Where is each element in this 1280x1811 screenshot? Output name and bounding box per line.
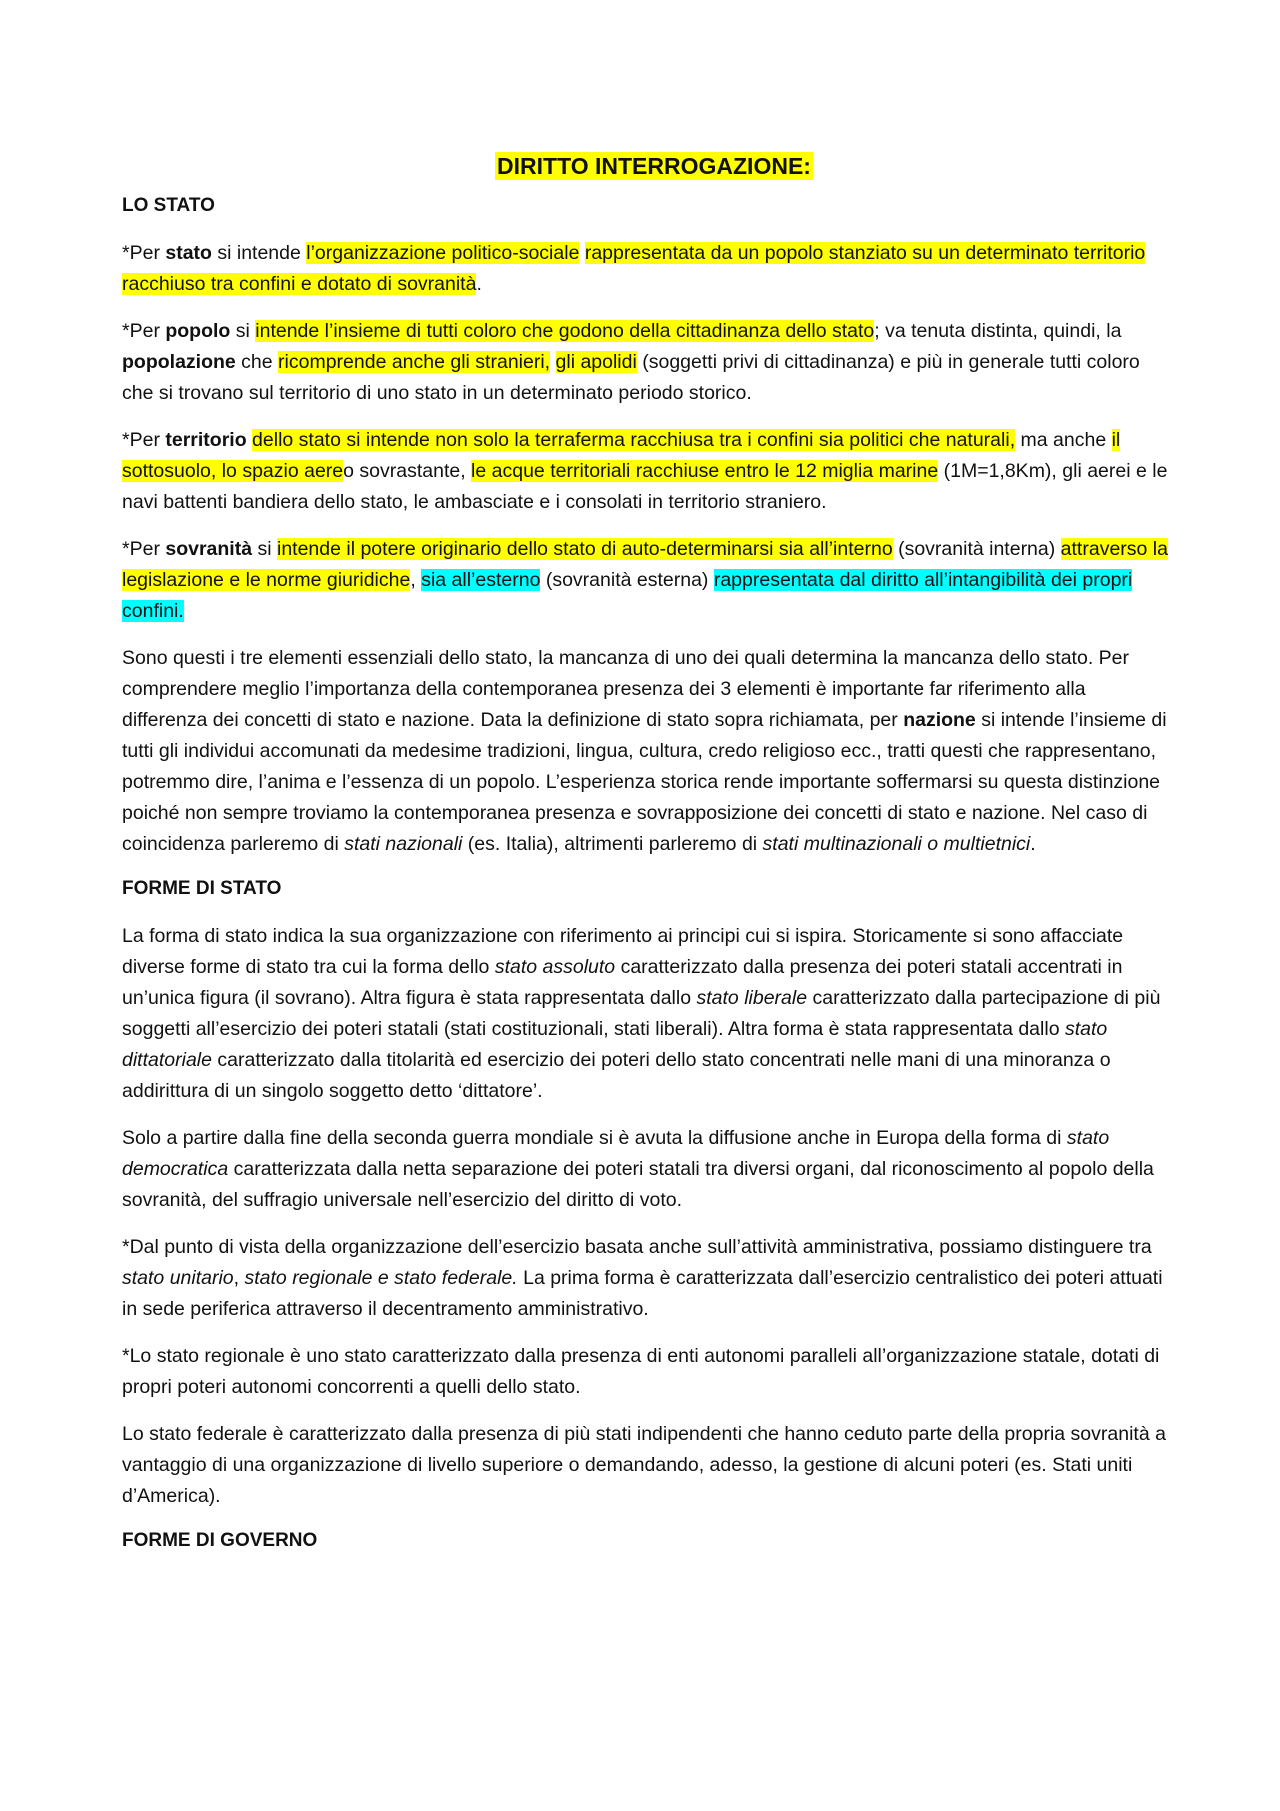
document-page <box>122 153 1170 1573</box>
text-run: caratterizzato dalla titolarità ed esercizio dei poteri dello stato concentrati nelle mani di una minoranza o addirittura di un singolo soggetto detto ‘dittatore’. <box>122 1049 1111 1102</box>
text-run: Solo a partire dalla fine della seconda guerra mondiale si è avuta la diffusione anche in Europa della forma di <box>122 1127 1067 1149</box>
paragraph-forma-di-stato <box>122 921 1170 1107</box>
text-run: Lo stato federale è caratterizzato dalla presenza di più stati indipendenti che hanno ceduto parte della propria sovranità a vantaggio di una organizzazione di livello superiore o demandando, adesso, la gestione di alcuni poteri (es. Stati uniti d’America). <box>122 1423 1166 1507</box>
text-run <box>550 351 555 373</box>
cyan-highlighted-text: rappresentata dal diritto all’intangibilità dei propri confini. <box>122 569 1133 622</box>
highlighted-text: attraverso la legislazione e le norme giuridiche <box>122 538 1168 591</box>
highlighted-text: ricomprende anche gli stranieri, <box>278 351 551 373</box>
text-run: (soggetti privi di cittadinanza) e più in generale tutti coloro che si trovano sul territorio di uno stato in un determinato periodo storico. <box>122 351 1140 404</box>
text-run: *Per <box>122 320 166 342</box>
highlighted-text: l’organizzazione politico-sociale <box>306 242 580 264</box>
text-run: *Lo stato regionale è uno stato caratterizzato dalla presenza di enti autonomi paralleli all’organizzazione statale, dotati di propri poteri autonomi concorrenti a quelli dello stato. <box>122 1345 1160 1398</box>
text-run: (sovranità esterna) <box>540 569 714 591</box>
highlighted-text: le acque territoriali racchiuse entro le 12 miglia marine <box>471 460 939 482</box>
text-run: , <box>410 569 422 591</box>
highlighted-text: intende l’insieme di tutti coloro che godono della cittadinanza dello stato <box>255 320 875 342</box>
paragraph-stato-regionale <box>122 1341 1170 1403</box>
bold-term: popolazione <box>122 351 236 373</box>
paragraph-stato <box>122 238 1170 300</box>
text-run: che <box>235 351 279 373</box>
text-run: ; va tenuta distinta, quindi, la <box>874 320 1122 342</box>
bold-term: popolo <box>165 320 231 342</box>
highlighted-text: intende il potere originario dello stato di auto-determinarsi sia all’interno <box>276 538 893 560</box>
highlighted-text: dello stato si intende non solo la terraferma racchiusa tra i confini sia politici che naturali, <box>252 429 1016 451</box>
bold-term: nazione <box>903 709 976 731</box>
text-run: si <box>252 538 277 560</box>
title-container <box>122 153 1170 180</box>
text-run: (1M=1,8Km), gli aerei e le navi battenti bandiera dello stato, le ambasciate e i consolati in territorio straniero. <box>122 460 1168 513</box>
bold-term: territorio <box>165 429 247 451</box>
italic-term: stato unitario <box>122 1267 234 1289</box>
bold-term: stato <box>165 242 212 264</box>
text-run: (es. Italia), altrimenti parleremo di <box>462 833 763 855</box>
paragraph-sovranita <box>122 534 1170 627</box>
text-run: . <box>476 273 482 295</box>
text-run: La prima forma è caratterizzata dall’esercizio centralistico dei poteri attuati in sede periferica attraverso il decentramento amministrativo. <box>122 1267 1163 1320</box>
text-run: *Per <box>122 538 166 560</box>
text-run: . <box>1030 833 1036 855</box>
text-run: o sovrastante, <box>343 460 472 482</box>
paragraph-stato-democratico <box>122 1123 1170 1216</box>
paragraph-popolo <box>122 316 1170 409</box>
section-heading-forme-di-governo: FORME DI GOVERNO <box>122 1530 318 1551</box>
text-run: La forma di stato indica la sua organizzazione con riferimento ai principi cui si ispira. Storicamente si sono affacciate diverse forme di stato tra cui la forma dello <box>122 925 1124 978</box>
text-run: si intende l’insieme di tutti gli individui accomunati da medesime tradizioni, lingua, cultura, credo religioso ecc., tratti questi che rappresentano, potremmo dire, l’anima e l’essenza di un popolo. L’esperienza storica rende importante soffermarsi su questa distinzione poiché non sempre troviamo la contemporanea presenza e sovrapposizione dei concetti di stato e nazione. Nel caso di coincidenza parleremo di <box>122 709 1167 855</box>
highlighted-text: gli apolidi <box>555 351 637 373</box>
text-run: , <box>233 1267 245 1289</box>
paragraph-stato-federale <box>122 1419 1170 1512</box>
text-run: caratterizzato dalla partecipazione di più soggetti all’esercizio dei poteri statali (stati costituzionali, stati liberali). Altra forma è stata rappresentata dallo <box>122 987 1161 1040</box>
italic-term: stati nazionali <box>344 833 463 855</box>
cyan-highlighted-text: sia all’esterno <box>421 569 541 591</box>
document-title: DIRITTO INTERROGAZIONE: <box>497 153 811 179</box>
text-run: caratterizzata dalla netta separazione dei poteri statali tra diversi organi, dal riconoscimento al popolo della sovranità, del suffragio universale nell’esercizio del diritto di voto. <box>122 1158 1154 1211</box>
text-run: (sovranità interna) <box>892 538 1061 560</box>
italic-term: stato assoluto <box>494 956 616 978</box>
bold-term: sovranità <box>165 538 253 560</box>
italic-term: stato regionale e stato federale. <box>244 1267 518 1289</box>
text-run: *Dal punto di vista della organizzazione dell’esercizio basata anche sull’attività amministrativa, possiamo distinguere tra <box>122 1236 1152 1258</box>
text-run: *Per <box>122 429 166 451</box>
paragraph-territorio <box>122 425 1170 518</box>
highlighted-text: il sottosuolo, lo spazio aere <box>122 429 1121 482</box>
text-run: ma anche <box>1015 429 1112 451</box>
text-run: *Per <box>122 242 166 264</box>
paragraph-stato-nazione <box>122 643 1170 860</box>
italic-term: stati multinazionali o multietnici <box>762 833 1031 855</box>
italic-term: stato democratica <box>122 1127 1110 1180</box>
text-run: si intende <box>211 242 307 264</box>
italic-term: stato dittatoriale <box>122 1018 1108 1071</box>
section-heading-forme-di-stato: FORME DI STATO <box>122 878 282 899</box>
section-heading-lo-stato: LO STATO <box>122 195 215 216</box>
italic-term: stato liberale <box>696 987 808 1009</box>
highlighted-text: rappresentata da un popolo stanziato su un determinato territorio racchiuso tra confini e dotato di sovranità <box>122 242 1146 295</box>
text-run: si <box>230 320 256 342</box>
text-run: Sono questi i tre elementi essenziali dello stato, la mancanza di uno dei quali determina la mancanza dello stato. Per comprendere meglio l’importanza della contemporanea presenza dei 3 elementi è importante far riferimento alla differenza dei concetti di stato e nazione. Data la definizione di stato sopra richiamata, per <box>122 647 1130 731</box>
paragraph-organizzazione <box>122 1232 1170 1325</box>
text-run: caratterizzato dalla presenza dei poteri statali accentrati in un’unica figura (il sovrano). Altra figura è stata rappresentata dallo <box>122 956 1123 1009</box>
